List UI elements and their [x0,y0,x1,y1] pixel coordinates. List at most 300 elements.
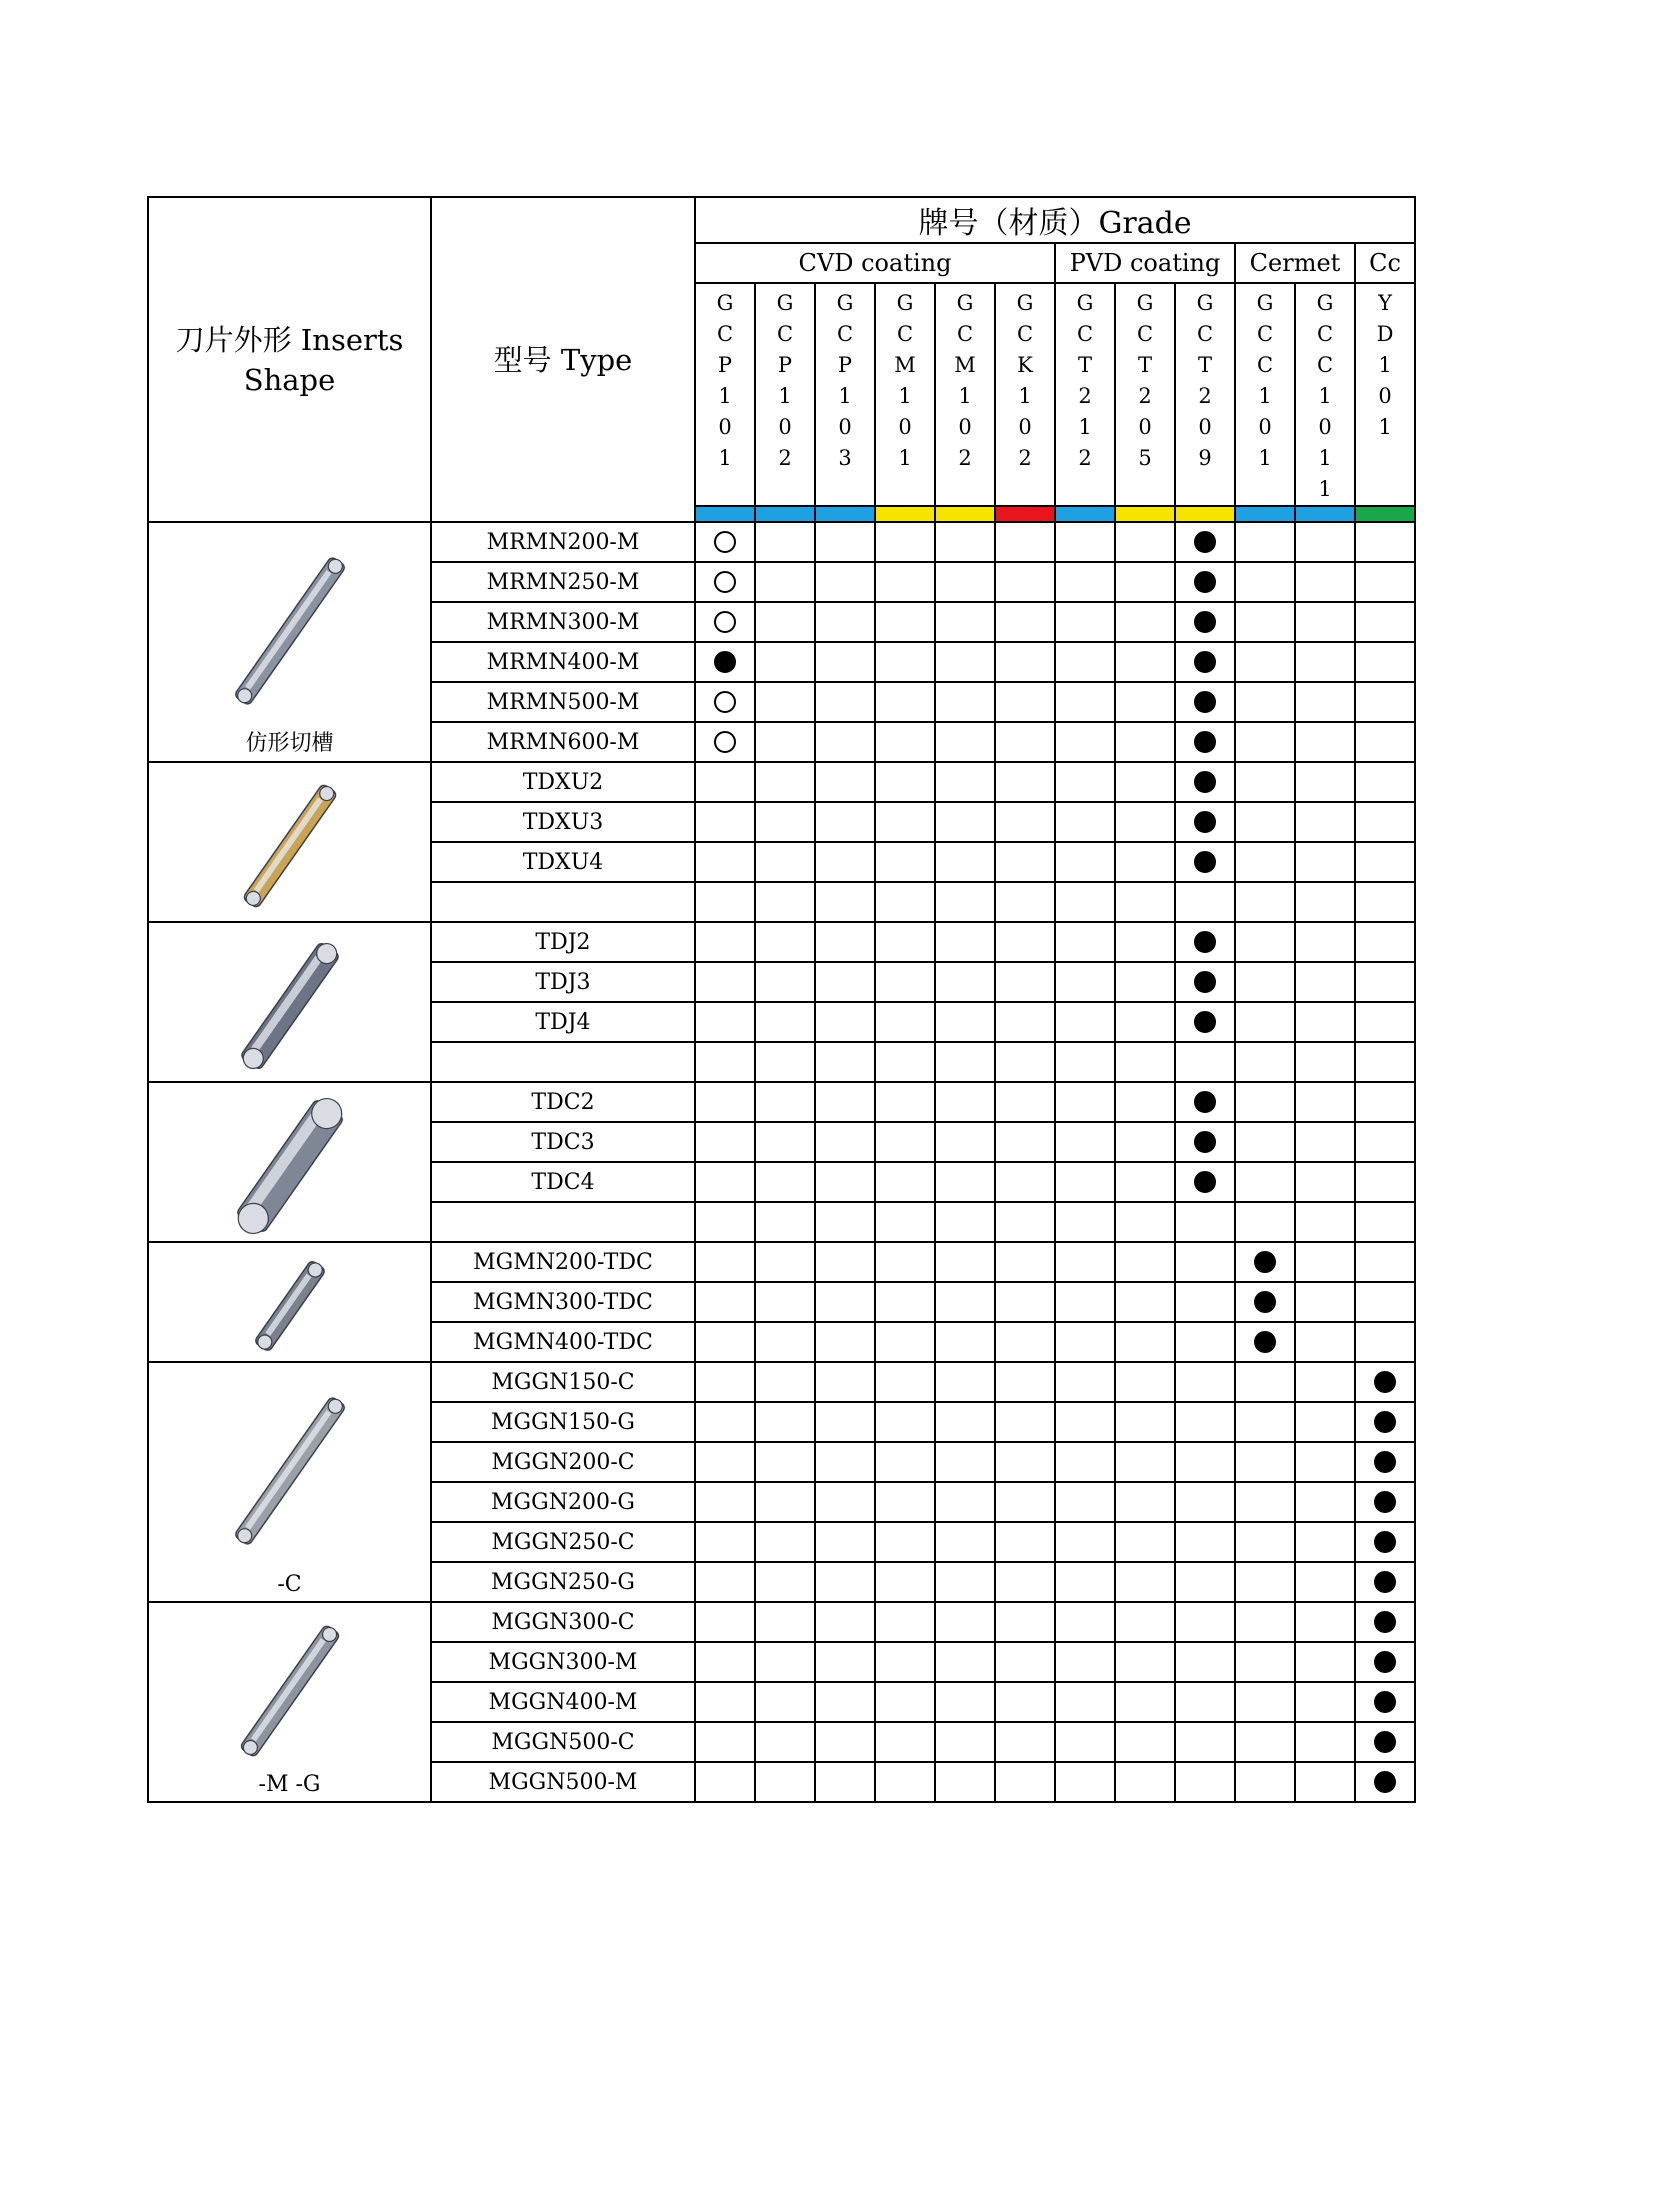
grade-cell [1295,922,1355,962]
grade-cell [755,1482,815,1522]
grade-cell [815,1522,875,1562]
grade-cell [1355,722,1415,762]
grade-cell [1175,1322,1235,1362]
grade-cell [1115,562,1175,602]
type-cell: MGGN500-C [431,1722,695,1762]
grade-cell [695,1602,755,1642]
grade-cell [1175,1602,1235,1642]
grade-cell [935,1362,995,1402]
grade-cell [1175,1282,1235,1322]
grade-cell [935,1562,995,1602]
grade-cell [1355,802,1415,842]
grade-cell [1055,1682,1115,1722]
grade-cell [695,1682,755,1722]
grade-cell [1175,842,1235,882]
type-cell: TDC4 [431,1162,695,1202]
grade-cell [875,1642,935,1682]
grade-cell [1115,722,1175,762]
grade-code-cell [1175,283,1235,506]
grade-cell [935,1602,995,1642]
grade-cell [1115,1682,1175,1722]
grade-cell [875,842,935,882]
grade-cell [995,1602,1055,1642]
type-cell: MGMN200-TDC [431,1242,695,1282]
filled-circle-icon [1374,1731,1396,1753]
grade-cell [935,522,995,562]
grade-cell [995,1122,1055,1162]
grade-cell [695,1282,755,1322]
grade-cell [1115,962,1175,1002]
grade-cell [1355,1442,1415,1482]
grade-cell [1295,522,1355,562]
grade-cell [1235,1562,1295,1602]
grade-cell [695,1082,755,1122]
grade-cell [1235,1162,1295,1202]
grade-code-cell [1355,283,1415,506]
grade-group-cc: Cc [1355,243,1415,283]
grade-cell [875,1402,935,1442]
grade-cell [1055,682,1115,722]
grade-cell [815,1322,875,1362]
grade-cell [935,1522,995,1562]
grade-cell [1055,1442,1115,1482]
type-column-title: 型号 Type [493,342,633,377]
grade-cell [995,1042,1055,1082]
grade-cell [995,1402,1055,1442]
grade-cell [1235,1202,1295,1242]
insert-shape-label: 仿形切槽 [245,731,334,756]
grade-cell [695,682,755,722]
grade-cell [815,802,875,842]
grade-cell [935,1242,995,1282]
filled-circle-icon [1194,731,1216,753]
grade-cell [755,682,815,722]
grade-cell [935,1282,995,1322]
grade-cell [695,642,755,682]
grade-cell [695,1242,755,1282]
grade-group-pvd-coating: PVD coating [1055,243,1235,283]
grade-cell [935,602,995,642]
grade-cell [1235,1282,1295,1322]
grade-cell [1115,1002,1175,1042]
grade-cell [815,1082,875,1122]
grade-cell [695,1322,755,1362]
type-cell: TDXU4 [431,842,695,882]
grade-cell [755,562,815,602]
grade-cell [695,1002,755,1042]
type-cell: MRMN200-M [431,522,695,562]
type-cell: MRMN500-M [431,682,695,722]
grade-cell [1235,602,1295,642]
type-cell: TDC2 [431,1082,695,1122]
grade-cell [1175,682,1235,722]
filled-circle-icon [1194,811,1216,833]
grade-cell [695,562,755,602]
grade-color-bar [1236,507,1294,521]
grade-cell [755,802,815,842]
grade-cell [875,1002,935,1042]
grade-cell [1295,602,1355,642]
open-circle-icon [714,731,736,753]
type-cell: TDJ2 [431,922,695,962]
grade-cell [1235,1682,1295,1722]
grade-cell [1235,882,1295,922]
grade-group-cvd-coating: CVD coating [695,243,1055,283]
grade-color-cell [755,506,815,522]
grade-cell [815,762,875,802]
type-cell: MGGN500-M [431,1762,695,1802]
grade-cell [695,762,755,802]
grade-cell [995,562,1055,602]
grade-cell [1295,1042,1355,1082]
grade-cell [995,642,1055,682]
filled-circle-icon [1374,1571,1396,1593]
grade-cell [1055,962,1115,1002]
grade-cell [935,642,995,682]
grade-cell [695,1562,755,1602]
grade-cell [995,882,1055,922]
grade-cell [875,962,935,1002]
grade-cell [815,1202,875,1242]
grade-cell [1295,1482,1355,1522]
filled-circle-icon [1194,1091,1216,1113]
grade-cell [1055,562,1115,602]
grade-cell [1295,642,1355,682]
grade-cell [695,1042,755,1082]
grade-cell [1055,1162,1115,1202]
grade-color-bar [876,507,934,521]
grade-cell [1355,882,1415,922]
grade-cell [1115,1042,1175,1082]
grade-cell [995,602,1055,642]
filled-circle-icon [1194,1171,1216,1193]
insert-mrmn-icon [215,531,365,731]
grade-cell [995,1202,1055,1242]
grade-cell [1355,1202,1415,1242]
type-cell: MRMN400-M [431,642,695,682]
filled-circle-icon [1254,1331,1276,1353]
grade-cell [1235,1762,1295,1802]
type-cell: TDXU3 [431,802,695,842]
grade-cell [695,1122,755,1162]
grade-cell [1175,1242,1235,1282]
insert-shape-cell [148,1362,431,1602]
grade-cell [1175,1762,1235,1802]
grade-cell [755,922,815,962]
grade-cell [755,1082,815,1122]
grade-cell [1175,1722,1235,1762]
type-cell: MGGN200-G [431,1482,695,1522]
filled-circle-icon [1194,651,1216,673]
grade-cell [935,842,995,882]
grade-cell [875,1722,935,1762]
grade-cell [1175,642,1235,682]
grade-cell [695,1522,755,1562]
grade-cell [1355,1282,1415,1322]
grade-cell [755,1002,815,1042]
shape-column-header [148,197,431,522]
grade-color-cell [875,506,935,522]
grade-cell [1295,722,1355,762]
grade-cell [755,1522,815,1562]
grade-cell [995,1482,1055,1522]
grade-code-cell [1055,283,1115,506]
filled-circle-icon [1254,1251,1276,1273]
grade-cell [695,722,755,762]
grade-cell [1115,1482,1175,1522]
type-cell: TDXU2 [431,762,695,802]
grade-cell [1235,1042,1295,1082]
grade-cell [995,722,1055,762]
grade-cell [815,1442,875,1482]
grade-cell [1175,1682,1235,1722]
grade-cell [1055,522,1115,562]
grade-cell [1175,802,1235,842]
grade-cell [1115,602,1175,642]
grade-color-cell [1235,506,1295,522]
grade-cell [815,962,875,1002]
grade-cell [755,1682,815,1722]
grade-cell [695,962,755,1002]
grade-cell [1355,1762,1415,1802]
grade-cell [875,1362,935,1402]
filled-circle-icon [1374,1611,1396,1633]
grade-cell [1235,682,1295,722]
grade-cell [1115,802,1175,842]
filled-circle-icon [1374,1371,1396,1393]
grade-cell [755,1562,815,1602]
grade-cell [1175,1042,1235,1082]
type-cell: TDC3 [431,1122,695,1162]
grade-cell [1295,1082,1355,1122]
type-cell: MRMN300-M [431,602,695,642]
type-cell: MGMN400-TDC [431,1322,695,1362]
grade-title: 牌号（材质）Grade [918,206,1192,241]
grade-cell [1055,642,1115,682]
grade-cell [995,762,1055,802]
grade-cell [1055,602,1115,642]
grade-cell [875,922,935,962]
grade-cell [1055,1362,1115,1402]
grade-cell [815,1642,875,1682]
grade-cell [815,1762,875,1802]
grade-cell [875,682,935,722]
grade-cell [875,1522,935,1562]
grade-color-cell [995,506,1055,522]
grade-cell [1355,602,1415,642]
grade-cell [815,1242,875,1282]
grade-cell [1355,1122,1415,1162]
type-cell: TDJ4 [431,1002,695,1042]
grade-cell [1115,922,1175,962]
grade-cell [1295,1402,1355,1442]
grade-cell [995,1322,1055,1362]
grade-cell [1175,1162,1235,1202]
grade-cell [1055,1002,1115,1042]
filled-circle-icon [714,651,736,673]
grade-cell [695,1442,755,1482]
grade-code-gct205: G C T 2 0 5 [1136,291,1154,470]
grade-cell [1295,1602,1355,1642]
type-cell: MGGN150-G [431,1402,695,1442]
grade-cell [815,602,875,642]
grade-cell [1235,1362,1295,1402]
grade-cell [1355,1602,1415,1642]
grade-cell [1355,1162,1415,1202]
grade-cell [1055,842,1115,882]
grade-cell [935,762,995,802]
grade-cell [875,1602,935,1642]
grade-cell [1115,642,1175,682]
table-row [148,762,1415,802]
open-circle-icon [714,691,736,713]
grade-cell [1115,1202,1175,1242]
grade-cell [815,1162,875,1202]
grade-cell [935,1002,995,1042]
grade-cell [1055,1122,1115,1162]
type-cell: MGGN250-C [431,1522,695,1562]
grade-cell [1055,922,1115,962]
grade-cell [935,722,995,762]
grade-cell [1355,922,1415,962]
grade-cell [695,1642,755,1682]
grade-group-cermet: Cermet [1235,243,1355,283]
grade-cell [1055,1202,1115,1242]
grade-cell [1115,882,1175,922]
grade-code-gcp102: G C P 1 0 2 [776,291,794,470]
grade-cell [1175,1202,1235,1242]
grade-cell [995,1362,1055,1402]
table-header [148,197,1415,522]
grade-cell [1055,802,1115,842]
grade-cell [1055,1242,1115,1282]
grade-cell [875,1242,935,1282]
grade-cell [1175,562,1235,602]
grade-cell [875,1202,935,1242]
grade-cell [1295,882,1355,922]
grade-cell [935,962,995,1002]
grade-cell [755,1442,815,1482]
open-circle-icon [714,611,736,633]
grade-header [695,197,1415,243]
grade-cell [1355,1642,1415,1682]
type-cell [431,882,695,922]
grade-cell [1055,1282,1115,1322]
type-cell [431,1042,695,1082]
grade-cell [1175,1442,1235,1482]
grade-cell [1115,1762,1175,1802]
grade-cell [1235,1522,1295,1562]
grade-color-bar [1296,507,1354,521]
grade-cell [995,962,1055,1002]
grade-code-gck102: G C K 1 0 2 [1016,291,1034,470]
grade-cell [875,1682,935,1722]
grade-cell [875,1162,935,1202]
grade-cell [935,1642,995,1682]
grade-cell [875,802,935,842]
filled-circle-icon [1194,1011,1216,1033]
grade-cell [695,522,755,562]
grade-cell [995,1682,1055,1722]
grade-cell [755,1242,815,1282]
grade-code-cell [695,283,755,506]
grade-cell [755,882,815,922]
grade-cell [1355,522,1415,562]
grade-cell [875,762,935,802]
grade-cell [1115,1282,1175,1322]
grade-color-bar [1056,507,1114,521]
grade-cell [755,602,815,642]
grade-cell [1295,842,1355,882]
filled-circle-icon [1374,1771,1396,1793]
type-cell: MGMN300-TDC [431,1282,695,1322]
grade-cell [755,762,815,802]
grade-cell [935,922,995,962]
grade-cell [1175,882,1235,922]
grade-cell [1295,562,1355,602]
grade-cell [755,1162,815,1202]
insert-mgmn-icon [215,1251,365,1361]
grade-code-gcm101: G C M 1 0 1 [894,291,916,470]
grade-cell [1115,1122,1175,1162]
grade-cell [1055,1042,1115,1082]
filled-circle-icon [1194,531,1216,553]
grade-cell [1175,602,1235,642]
grade-cell [695,842,755,882]
grade-cell [815,1602,875,1642]
grade-cell [755,1642,815,1682]
grade-cell [695,602,755,642]
grade-cell [1295,1202,1355,1242]
grade-cell [815,1402,875,1442]
grade-cell [755,842,815,882]
grade-cell [815,642,875,682]
grade-color-cell [935,506,995,522]
grade-code-gcm102: G C M 1 0 2 [954,291,976,470]
grade-code-gct212: G C T 2 1 2 [1076,291,1094,470]
filled-circle-icon [1194,571,1216,593]
filled-circle-icon [1374,1411,1396,1433]
grade-cell [1055,762,1115,802]
insert-shape-cell [148,522,431,762]
grade-cell [995,802,1055,842]
insert-shape-cell [148,1082,431,1242]
grade-cell [1115,1402,1175,1442]
table-row [148,522,1415,562]
grade-cell [935,1162,995,1202]
table-row [148,1242,1415,1282]
grade-cell [875,1322,935,1362]
type-cell: MGGN200-C [431,1442,695,1482]
type-cell: MGGN250-G [431,1562,695,1602]
table-row [148,1362,1415,1402]
insert-tdxu-icon [215,771,365,921]
type-cell [431,1202,695,1242]
grade-cell [1235,1482,1295,1522]
grade-cell [995,1762,1055,1802]
grade-cell [755,1322,815,1362]
grade-cell [755,1602,815,1642]
grade-cell [875,882,935,922]
grade-table [147,196,1416,1803]
grade-cell [935,1762,995,1802]
grade-cell [1355,1042,1415,1082]
filled-circle-icon [1254,1291,1276,1313]
grade-cell [1235,1602,1295,1642]
grade-color-cell [1295,506,1355,522]
grade-cell [1355,1082,1415,1122]
grade-cell [1295,1722,1355,1762]
